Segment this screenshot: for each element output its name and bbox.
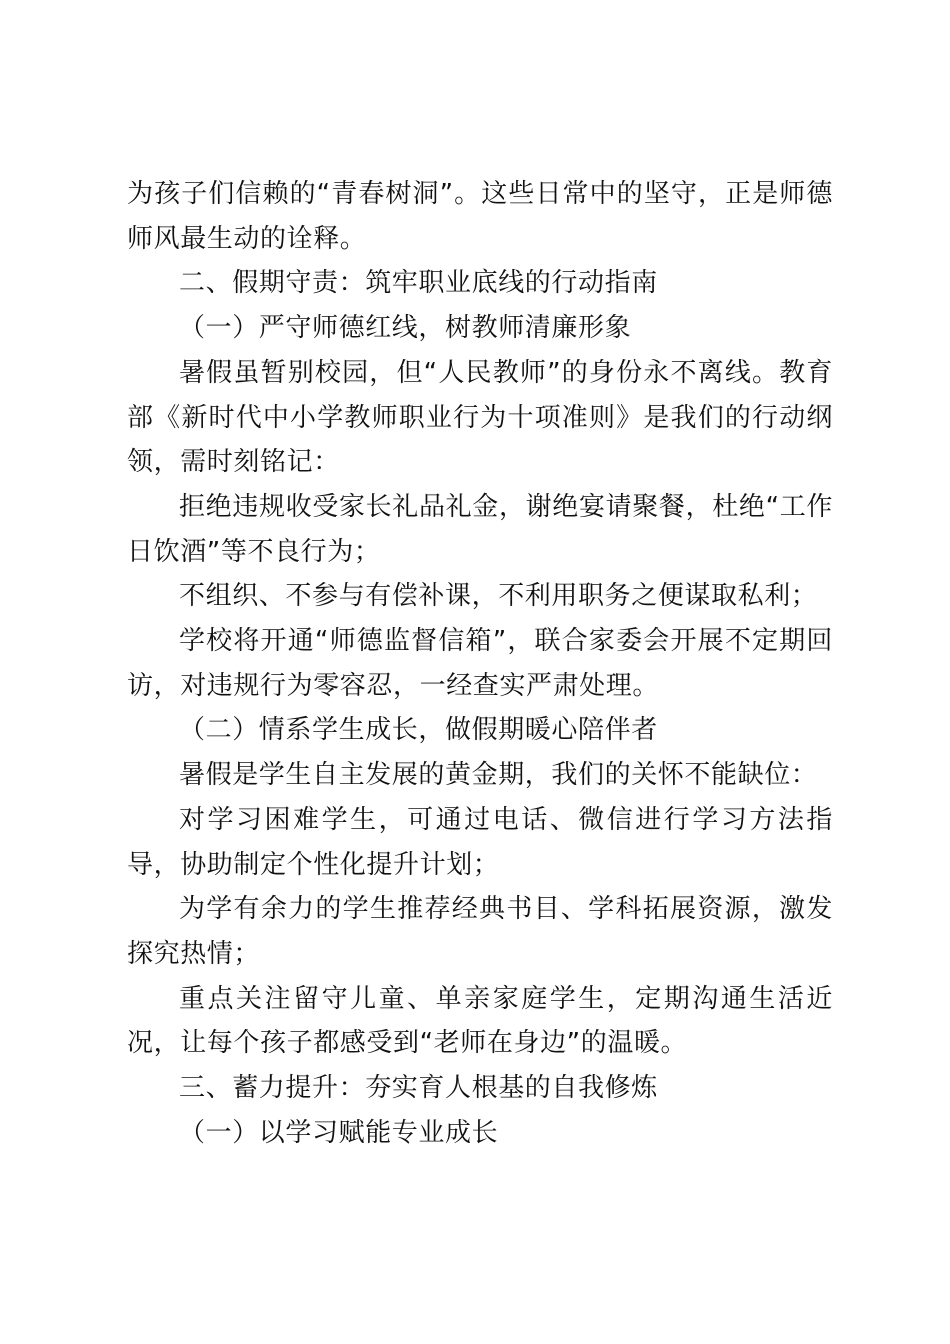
paragraph-refuse-gifts: 拒绝违规收受家长礼品礼金，谢绝宴请聚餐，杜绝“工作日饮酒”等不良行为；	[127, 491, 833, 567]
paragraph-supervision-mailbox: 学校将开通“师德监督信箱”，联合家委会开展不定期回访，对违规行为零容忍，一经查实严肃处理。	[127, 626, 833, 701]
paragraph-struggling-students: 对学习困难学生，可通过电话、微信进行学习方法指导，协助制定个性化提升计划；	[127, 804, 833, 880]
paragraph-left-behind-children: 重点关注留守儿童、单亲家庭学生，定期沟通生活近况，让每个孩子都感受到“老师在身边”的温暖。	[127, 983, 833, 1059]
paragraph-advanced-students: 为学有余力的学生推荐经典书目、学科拓展资源，激发探究热情；	[127, 894, 833, 969]
paragraph-no-paid-tutoring: 不组织、不参与有偿补课，不利用职务之便谋取私利；	[179, 581, 818, 612]
subsection-heading-2-1: （一）严守师德红线，树教师清廉形象	[179, 313, 632, 344]
paragraph-golden-period: 暑假是学生自主发展的黄金期，我们的关怀不能缺位：	[179, 760, 818, 791]
section-heading-2: 二、假期守责：筑牢职业底线的行动指南	[179, 268, 658, 299]
section-heading-3: 三、蓄力提升：夯实育人根基的自我修炼	[179, 1073, 658, 1104]
paragraph-continuation: 为孩子们信赖的“青春树洞”。这些日常中的坚守，正是师德师风最生动的诠释。	[127, 179, 833, 254]
document-body	[127, 172, 833, 1155]
subsection-heading-3-1: （一）以学习赋能专业成长	[179, 1117, 499, 1148]
subsection-heading-2-2: （二）情系学生成长，做假期暖心陪伴者	[179, 715, 658, 746]
paragraph-summer-identity: 暑假虽暂别校园，但“人民教师”的身份永不离线。教育部《新时代中小学教师职业行为十项准则》是我们的行动纲领，需时刻铭记：	[127, 357, 833, 478]
